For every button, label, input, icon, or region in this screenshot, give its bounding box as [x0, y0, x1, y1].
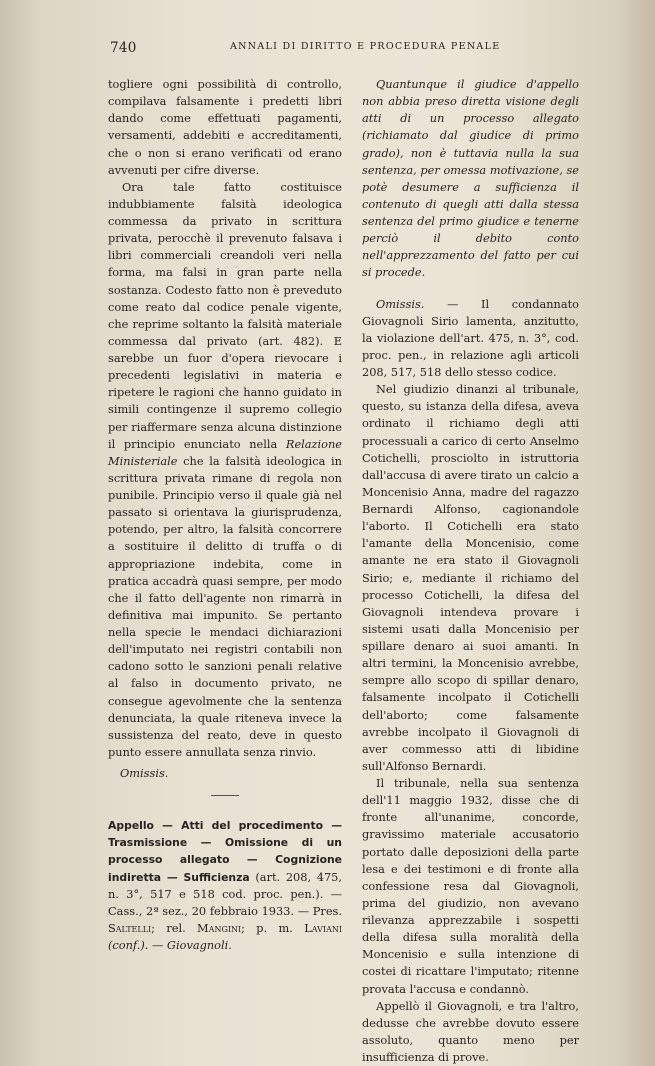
- left-paragraph-2: [108, 179, 342, 761]
- running-title: ANNALI DI DIRITTO E PROCEDURA PENALE: [230, 41, 501, 52]
- left-column: [108, 76, 342, 954]
- legal-maxim: Quantunque il giudice d'appello non abbia preso diretta visione degli atti di un processo allegato (richiamato dal giudice di primo grado), non è tuttavia nulla la sua sentenza, per omessa motivazione, se potè desumere a sufficienza il contenuto di quegli atti dalla stessa sentenza del primo giudice e tenerne perciò il debito conto nell'apprezzamento del fatto per cui si procede.: [362, 77, 579, 280]
- section-divider: [211, 795, 239, 796]
- right-paragraph-3: Il tribunale, nella sua sentenza dell'11 maggio 1932, disse che di fronte all'unanime, concorde, gravissimo materiale accusatorio portato dalle deposizioni della parte lesa e dei testimoni e di fronte alla confessione resa dal Giovagnoli, prima del giudizio, non avevano rilevanza apprezzabile i sospetti della difesa sulla moralità della Moncenisio e sulla intenzione di costei di ricattare l'imputato; ritenne provata l'accusa e condannò.: [362, 776, 579, 996]
- left-paragraph-1: togliere ogni possibilità di controllo, compilava falsamente i predetti libri dando come effettuati pagamenti, versamenti, addebiti e accreditamenti, che o non si erano verificati od erano avvenuti per cifre diverse.: [108, 77, 342, 177]
- left-paragraph-2-end: che la falsità ideologica in scrittura privata rimane di regola non punibile. Principio verso il quale già nel passato si orientava la giurisprudenza, potendo, per altro, la falsità concorrere a sostituire il delitto di truffa o di appropriazione indebita, come in pratica accadrà quasi sempre, per modo che il fatto dell'agente non rimarrà in definitiva mai impunito. Se pertanto nella specie le mendaci dichiarazioni dell'imputato nei registri contabili non cadono sotto le sanzioni penali relative al falso in documento privato, ne consegue agevolmente che la sentenza denunciata, la quale riteneva invece la sussistenza del reato, deve in questo punto essere annullata senza rinvio.: [108, 453, 342, 759]
- headnote-dash: —: [151, 938, 164, 952]
- spacer: [362, 282, 579, 296]
- right-paragraph-2: Nel giudizio dinanzi al tribunale, questo, su istanza della difesa, aveva ordinato il richiamo degli atti processuali a carico di certo Anselmo Cotichelli, prosciolto in istruttoria dall'accusa di avere tirato un calcio a Moncenisio Anna, madre del ragazzo Bernardi Alfonso, cagionandole l'aborto. Il Cotichelli era stato l'amante della Moncenisio, come amante ne era stato il Giovagnoli Sirio; e, mediante il richiamo del processo Cotichelli, la difesa del Giovagnoli intendeva provare i sistemi usati dalla Moncenisio per spillare denaro ai suoi amanti. In altri termini, la Moncenisio avrebbe, sempre allo scopo di spillar denaro, falsamente incolpato il Cotichelli dell'aborto; come falsamente avrebbe incolpato il Giovagnoli di aver commesso atti di libidine sull'Alfonso Bernardi.: [362, 382, 579, 773]
- pm-label: ; p. m.: [241, 920, 293, 935]
- party-name: Giovagnoli.: [166, 938, 232, 952]
- relazione-ministeriale-ref: Relazione Ministeriale: [108, 436, 343, 468]
- right-paragraph-4: Appellò il Giovagnoli, e tra l'altro, dedusse che avrebbe dovuto essere assoluto, quanto meno per insufficienza di prove.: [362, 998, 579, 1064]
- rel-label: ; rel.: [151, 920, 186, 935]
- right-paragraph-1: [362, 296, 579, 382]
- case-headnote: [108, 817, 342, 954]
- left-paragraph-2-start: Ora tale fatto costituisce indubbiamente falsità ideologica commessa da privato in scrittura privata, perocchè il prevenuto falsava i libri commerciali creandoli veri nella forma, ma falsi in gran parte nella sostanza. Codesto fatto non è preveduto come reato dal codice penale vigente, che reprime soltanto la falsità materiale commessa dal privato (art. 482). E sarebbe un fuor d'opera rievocare i precedenti legislativi in materia e ripetere le ragioni che hanno guidato in simili contingenze il supremo collegio per riaffermare senza alcuna distinzione il principio enunciato nella: [108, 179, 342, 451]
- headnote-citation: (art. 208, 475, n. 3°, 517 e 518 cod. proc. pen.). — Cass., 2ª sez., 20 febbraio 1933. — Pres.: [108, 869, 342, 918]
- conf-note: (conf.).: [108, 938, 149, 952]
- rapporteur-name: Mangini: [197, 920, 242, 935]
- omissis-left: Omissis.: [120, 766, 169, 780]
- president-name: Saltelli: [108, 920, 152, 935]
- page-number: 740: [110, 40, 137, 56]
- prosecutor-name: Laviani: [304, 920, 343, 935]
- headnote-keywords: Appello — Atti del procedimento — Trasmissione — Omissione di un processo allegato — Cognizione indiretta — Sufficienza: [108, 819, 342, 884]
- omissis-right: Omissis.: [376, 296, 425, 311]
- right-column: [362, 76, 579, 1066]
- right-paragraph-1-text: — Il condannato Giovagnoli Sirio lamenta, anzitutto, la violazione dell'art. 475, n. 3°, cod. proc. pen., in relazione agli articoli 208, 517, 518 dello stesso codice.: [362, 296, 579, 379]
